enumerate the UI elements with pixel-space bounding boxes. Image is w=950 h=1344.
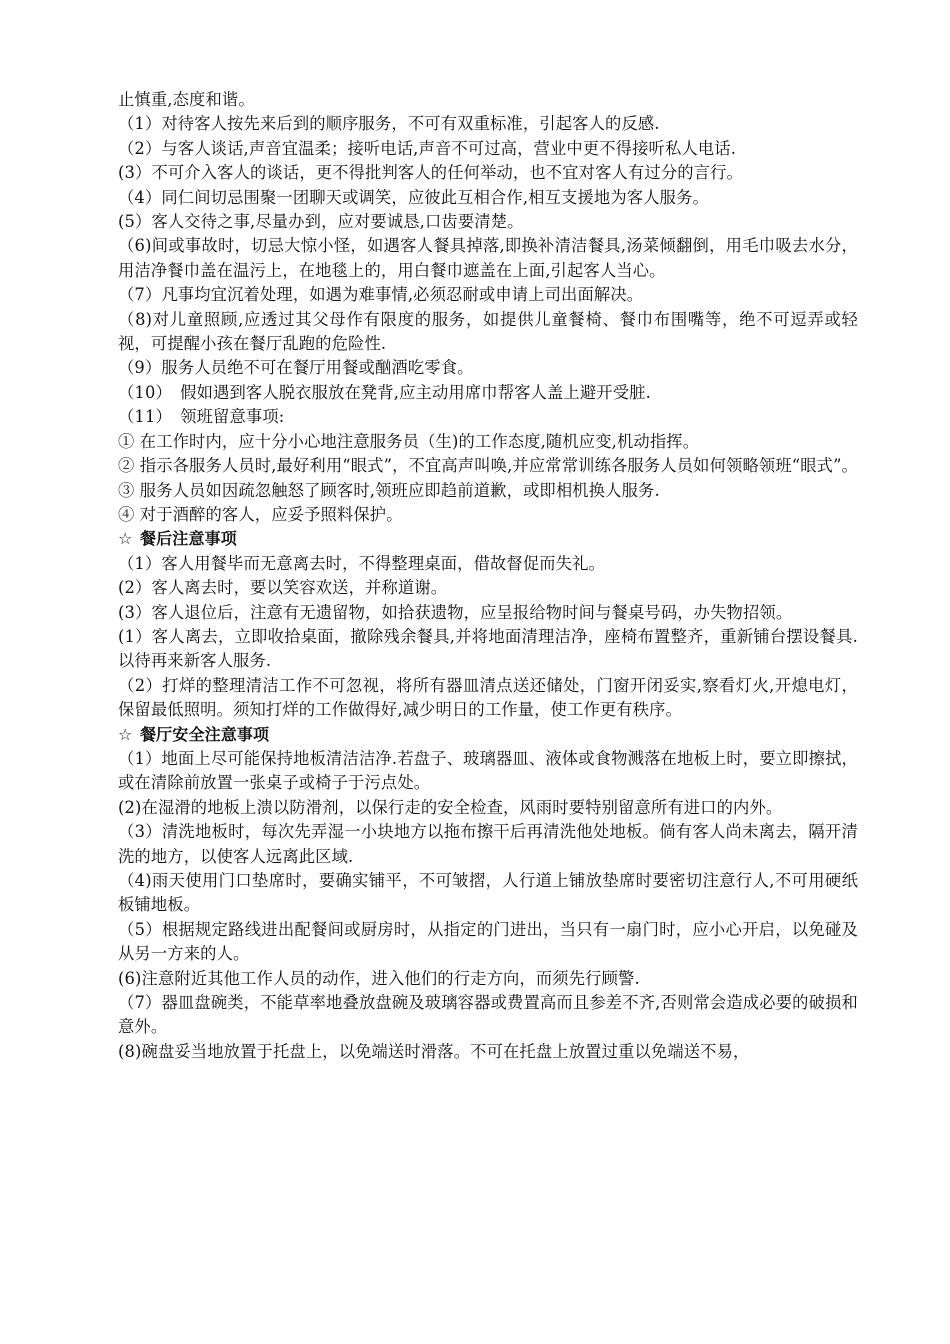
paragraph: (8)碗盘妥当地放置于托盘上，以免端送时滑落。不可在托盘上放置过重以免端送不易， (118, 1041, 750, 1061)
document-page (118, 88, 858, 1064)
list-item: ① 在工作时内，应十分小心地注意服务员（生)的工作态度,随机应变,机动指挥。 (118, 431, 700, 451)
section-heading-after-meal (118, 527, 858, 551)
paragraph: (2)在湿滑的地板上溃以防滑剂，以保行走的安全检查，风雨时要特别留意所有进口的内外。 (118, 797, 783, 817)
paragraph: （1）地面上尽可能保持地板清洁洁净.若盘子、玻璃器皿、液体或食物溅落在地板上时，要立即擦拭，或在清除前放置一张桌子或椅子于污点处。 (118, 748, 858, 793)
paragraph: （6)间或事故时，切忌大惊小怪，如遇客人餐具掉落,即换补清洁餐具,汤菜倾翻倒，用毛巾吸去水分，用洁净餐巾盖在温污上，在地毯上的，用白餐巾遮盖在上面,引起客人当心。 (118, 236, 858, 280)
list-item: ③ 服务人员如因疏忽触怒了顾客时,领班应即趋前道歉，或即相机换人服务. (118, 480, 660, 500)
paragraph: （8)对儿童照顾,应透过其父母作有限度的服务，如提供儿童餐椅、餐巾布围嘴等，绝不可逗弄或轻视，可提醒小孩在餐厅乱跑的危险性. (118, 309, 858, 354)
paragraph: （1）客人用餐毕而无意离去时，不得整理桌面，借故督促而失礼。 (118, 553, 606, 573)
paragraph: （11） 领班留意事项: (118, 407, 285, 427)
paragraph: 止慎重,态度和谐。 (118, 90, 255, 109)
paragraph: （4)雨天使用门口垫席时，要确实铺平，不可皱摺，人行道上铺放垫席时要密切注意行人,不可用硬纸板铺地板。 (118, 871, 858, 915)
paragraph: (1）客人离去，立即收拾桌面，撤除残余餐具,并将地面清理洁净，座椅布置整齐，重新铺台摆设餐具. 以待再来新客人服务. (118, 626, 858, 671)
section-heading-text: 餐后注意事项 (140, 529, 237, 549)
paragraph: (2）客人离去时，要以笑容欢送，并称道谢。 (118, 578, 448, 598)
paragraph: （7）器皿盘碗类，不能草率地叠放盘碗及玻璃容器或费置高而且参差不齐,否则常会造成必要的破损和意外。 (118, 993, 858, 1037)
paragraph: (3）客人退位后，注意有无遗留物，如拾获遗物，应呈报给物时间与餐桌号码，办失物招领。 (118, 602, 793, 622)
paragraph: （9）服务人员绝不可在餐厅用餐或酗酒吃零食。 (118, 358, 474, 378)
paragraph: （5）根据规定路线进出配餐间或厨房时，从指定的门进出，当只有一扇门时，应小心开启，以免碰及从另一方来的人。 (118, 919, 858, 964)
paragraph: (3）不可介入客人的谈话，更不得批判客人的任何举动，也不宜对客人有过分的言行。 (118, 163, 743, 183)
list-item: ④ 对于酒醉的客人，应妥予照料保护。 (118, 504, 403, 524)
paragraph: （3）清洗地板时，每次先弄湿一小块地方以拖布擦干后再清洗他处地板。倘有客人尚未离去，隔开清洗的地方，以使客人远离此区域. (118, 822, 858, 866)
list-item: ② 指示各服务人员时,最好利用“眼式”，不宜高声叫唤,并应常常训练各服务人员如何领略领班“眼式”。 (118, 456, 858, 476)
paragraph: （2）与客人谈话,声音宜温柔；接听电话,声音不可过高，营业中更不得接听私人电话. (118, 138, 737, 158)
star-icon: ☆ (118, 724, 133, 744)
paragraph: (6)注意附近其他工作人员的动作，进入他们的行走方向，而须先行顾警. (118, 968, 640, 988)
star-icon: ☆ (118, 529, 133, 549)
paragraph: （1）对待客人按先来后到的顺序服务，不可有双重标准，引起客人的反感. (118, 114, 660, 134)
paragraph: （4）同仁间切忌围聚一团聊天或调笑，应彼此互相合作,相互支援地为客人服务。 (118, 187, 709, 207)
paragraph: （2）打烊的整理清洁工作不可忽视，将所有器皿清点送还储处，门窗开闭妥实,察看灯火,开熄电灯，保留最低照明。须知打烊的工作做得好,减少明日的工作量，使工作更有秩序。 (118, 675, 858, 720)
paragraph: (5）客人交待之事,尽量办到，应对要诚恳,口齿要清楚。 (118, 212, 524, 232)
paragraph: （7）凡事均宜沉着处理，如遇为难事情,必须忍耐或申请上司出面解决。 (118, 285, 644, 305)
paragraph: （10） 假如遇到客人脱衣服放在凳背,应主动用席巾帮客人盖上避开受脏. (118, 382, 651, 402)
section-heading-text: 餐厅安全注意事项 (140, 724, 270, 744)
section-heading-safety (118, 723, 858, 747)
